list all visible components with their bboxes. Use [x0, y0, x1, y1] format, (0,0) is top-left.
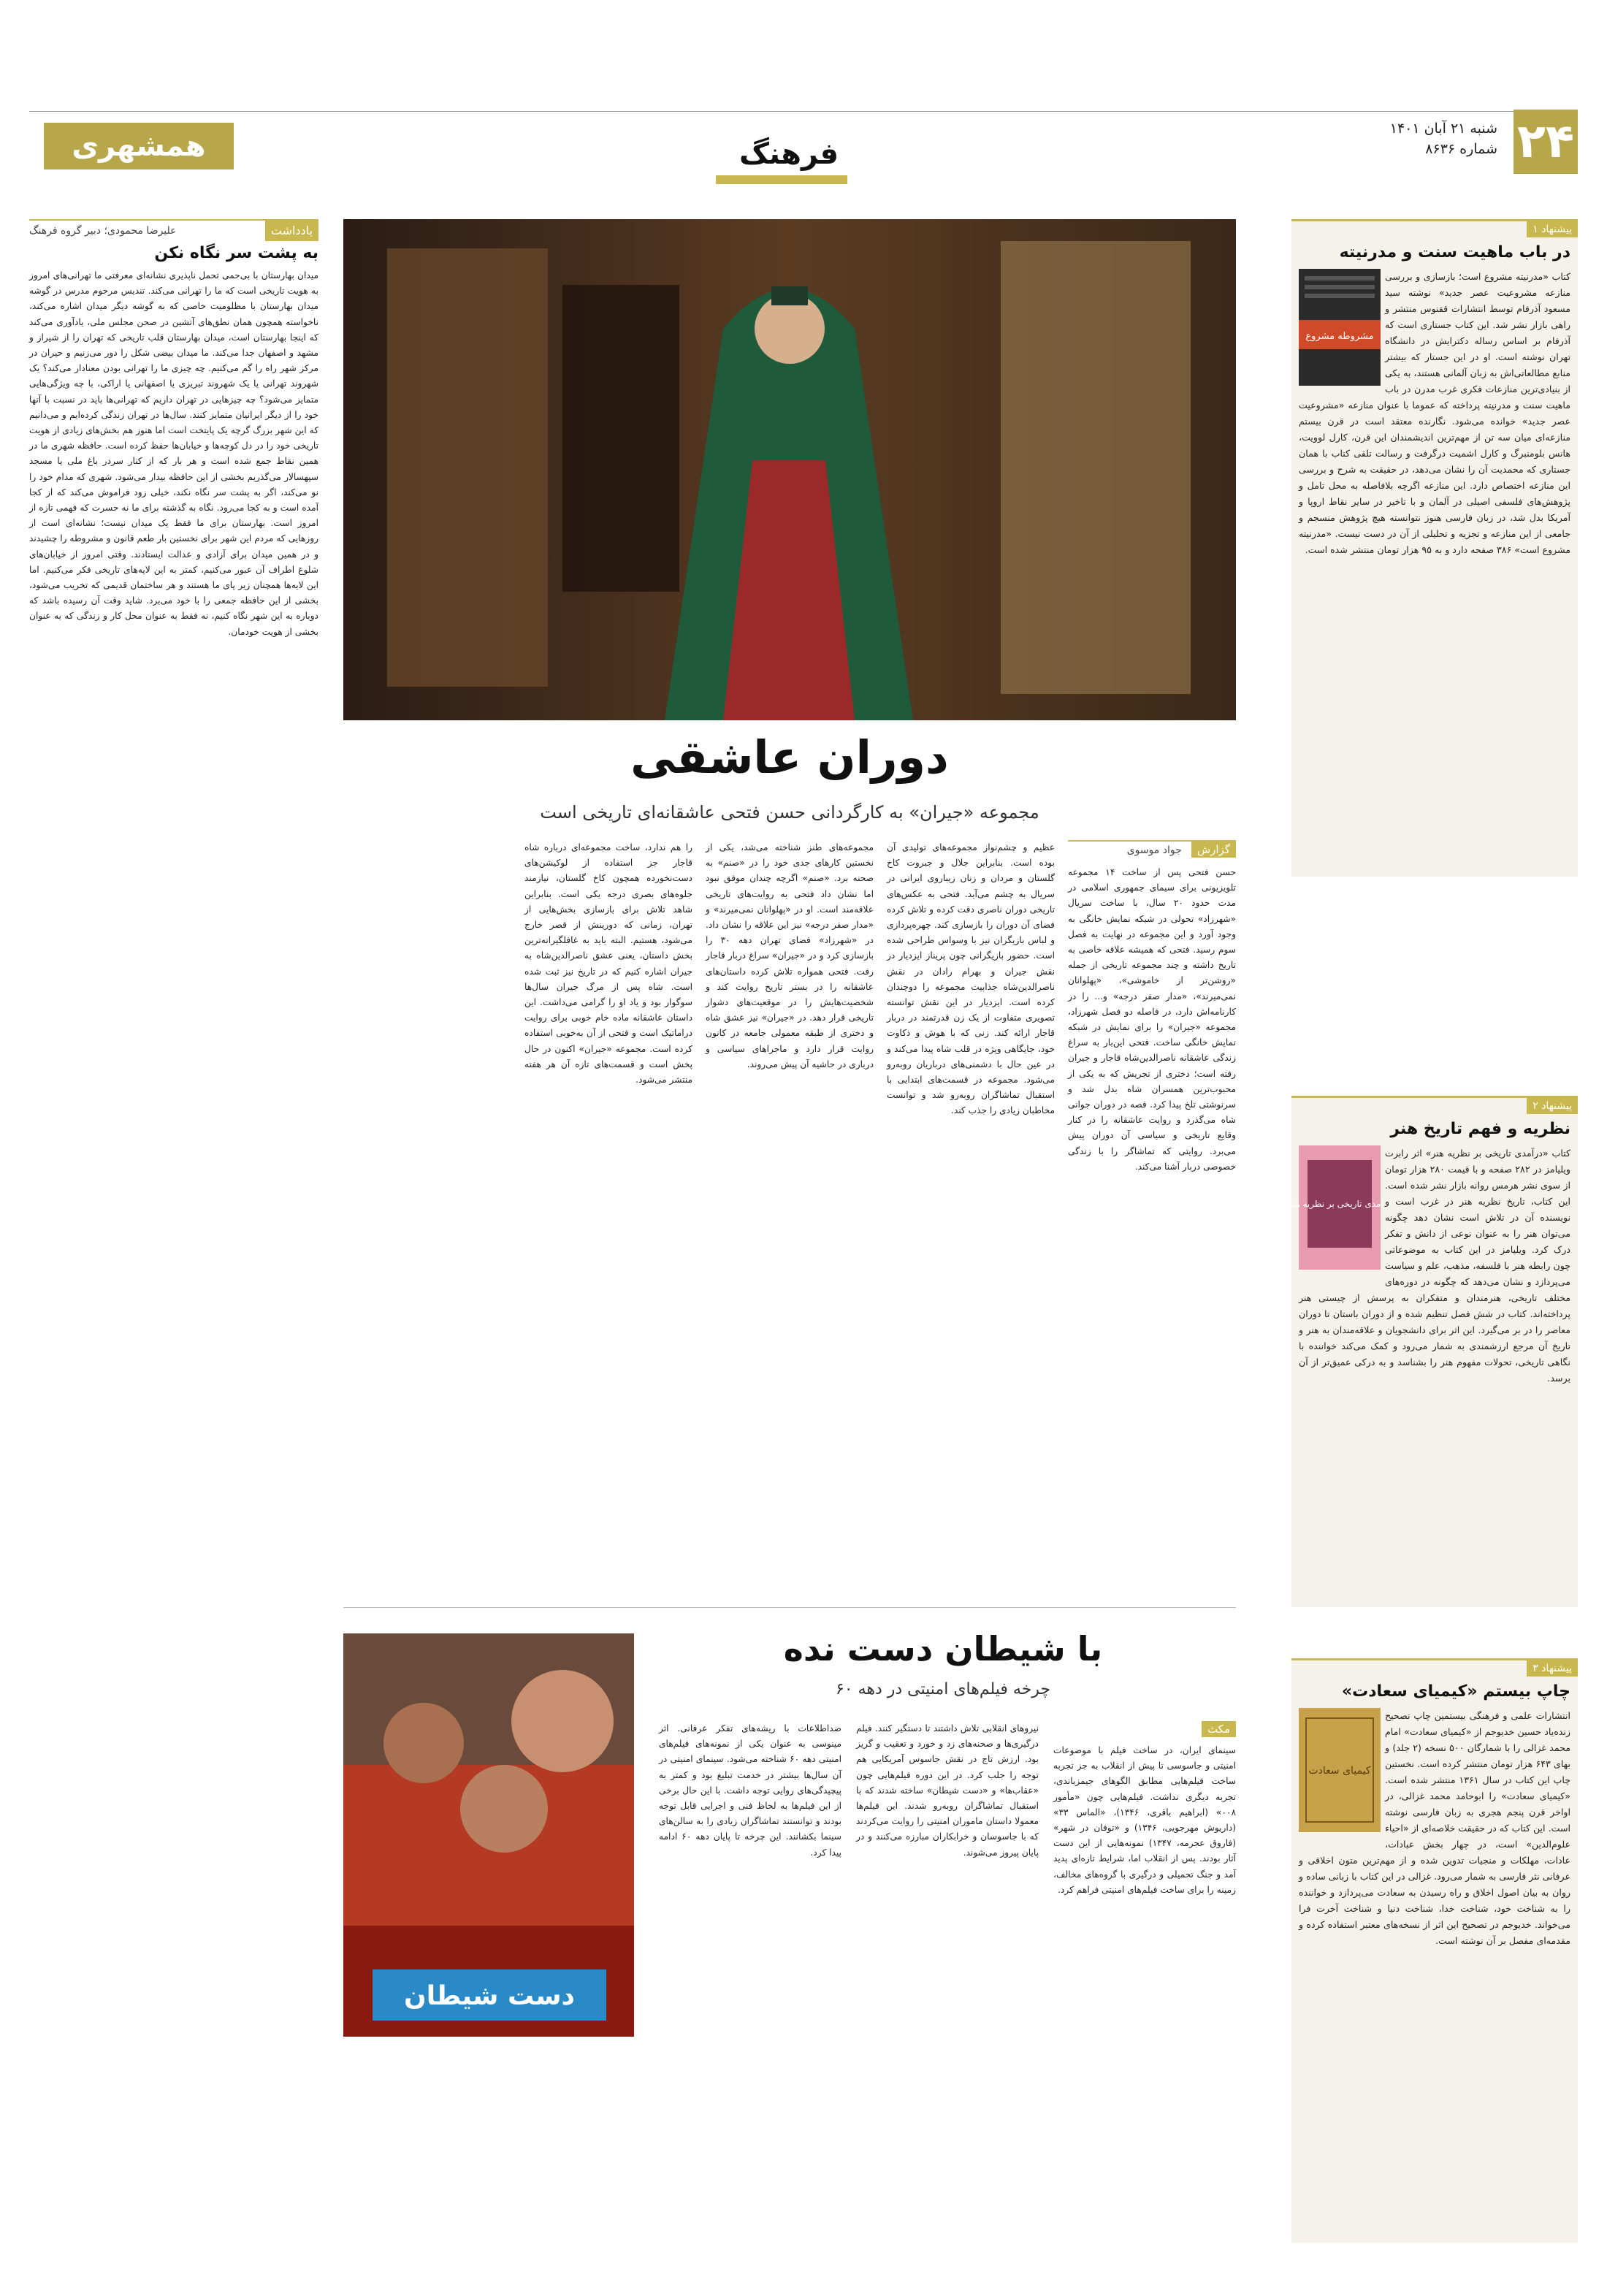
- article-column-3: [706, 840, 874, 1072]
- book-cover-2: [1288, 1145, 1392, 1273]
- article-divider: [343, 1607, 1236, 1608]
- suggestion-text: کتاب «درآمدی تاریخی بر نظریه هنر» اثر رابرت ویلیامز در ۲۸۲ صفحه و با قیمت ۲۸۰ هزار تومان از سوی نشر هرمس روانه بازار نشر شده است. این کتاب، تاریخ نظریه هنر در غرب است و نویسنده آن در تلاش است نشان دهد چگونه می‌توان هنر را به عنوان نوعی از دانش و تفکر درک کرد. ویلیامز در این کتاب به موضوعاتی چون رابطه هنر با فلسفه، مذهب، علم و سیاست می‌پردازد و نشان می‌دهد که چگونه در دوره‌های مختلف تاریخی، هنرمندان و متفکران به پرسش از چیستی هنر پرداخته‌اند. کتاب در شش فصل تنظیم شده و از دوران باستان تا دوران معاصر را در بر می‌گیرد. این اثر برای دانشجویان و علاقه‌مندان به هنر و تاریخ آن مرجع ارزشمندی به شمار می‌رود و کمک می‌کند خواننده با نگاهی تاریخی، تحولات مفهوم هنر را بشناسد و به درکی عمیق‌تر از آن برسد.: [1299, 1148, 1570, 1384]
- main-article-photo: [343, 219, 1236, 720]
- issue-number: شماره ۸۶۳۶: [1425, 141, 1497, 157]
- suggestion-tag: پیشنهاد ۳: [1527, 1660, 1578, 1677]
- section-underline: [716, 175, 847, 184]
- main-article-title: دوران عاشقی: [630, 731, 949, 784]
- suggestion-tag: پیشنهاد ۱: [1527, 221, 1578, 237]
- report-tag: گزارش: [1191, 842, 1236, 858]
- book-label-3: کیمیای سعادت: [1308, 1765, 1371, 1777]
- film-poster: [343, 1633, 634, 2037]
- article-text: نیروهای انقلابی تلاش داشتند تا دستگیر کنند. فیلم درگیری‌ها و صحنه‌های زد و خورد و تعقیب و گریز بود. ارزش تاج در نقش جاسوس آمریکایی هم توجه را جلب کرد. در این دوره فیلم‌هایی چون «عقاب‌ها» و «دست شیطان» ساخته شدند که با استقبال تماشاگران روبه‌رو شدند. این فیلم‌ها معمولا داستان ماموران امنیتی را روایت می‌کردند که با جاسوسان و خرابکاران مبارزه می‌کنند و در پایان پیروز می‌شوند.: [856, 1723, 1039, 1858]
- second-article-body: [650, 1721, 1236, 2247]
- article-text: حسن فتحی پس از ساخت ۱۴ مجموعه تلویزیونی برای سیمای جمهوری اسلامی در مدت حدود ۲۰ سال، با ساخت سریال «شهرزاد» تحولی در شبکه نمایش خانگی به وجود آورد و این مجموعه در نهایت به فصل سوم رسید. فتحی که همیشه علاقه خاصی به تاریخ داشته و چند مجموعه تاریخی از جمله «روشن‌تر از خاموشی»، «پهلوانان نمی‌میرند»، «مدار صفر درجه» و... را در کارنامه‌اش دارد، در فاصله دو فصل شهرزاد، مجموعه «جیران» را برای نمایش در شبکه نمایش خانگی ساخت. فتحی این‌بار به سراغ زندگی عاشقانه ناصرالدین‌شاه قاجار و جیران رفته است؛ دختری از تجریش که به یکی از محبوب‌ترین همسران شاه بدل شد و سرنوشتی تلخ پیدا کرد. قصه در دوران جوانی شاه می‌گذرد و روایت عاشقانه را در کنار وقایع تاریخی و سیاسی آن دوران پیش می‌برد. روایتی که تماشاگر را با زندگی خصوصی دربار آشنا می‌کند.: [1068, 867, 1236, 1172]
- newspaper-logo: همشهری: [44, 123, 234, 169]
- suggestion-box-1: [1291, 219, 1578, 877]
- note-tag: یادداشت: [265, 221, 318, 241]
- article-column-2: [887, 840, 1055, 1119]
- header-rule: [29, 111, 1578, 112]
- article-text: سینمای ایران، در ساخت فیلم با موضوعات امنیتی و جاسوسی تا پیش از انقلاب به جز تجربه ساخت فیلم‌هایی مطابق الگوهای جیمزباندی، تجربه دیگری نداشت. فیلم‌هایی چون «مأمور ۰۰۸» (ابراهیم باقری، ۱۳۴۶)، «الماس ۳۳» (داریوش مهرجویی، ۱۳۴۶) و «توفان در شهر» (فاروق عجرمه، ۱۳۴۷) نمونه‌هایی از این دست آثار بودند. پس از انقلاب اما، شرایط تازه‌ای پدید آمد و جنگ تحمیلی و درگیری با گروه‌های مخالف، زمینه را برای ساخت فیلم‌های امنیتی فراهم کرد.: [1053, 1745, 1236, 1895]
- second-article-tag: مکث: [1202, 1721, 1236, 1737]
- second-article-column-3: [659, 1721, 841, 1861]
- main-article-subtitle: مجموعه «جیران» به کارگردانی حسن فتحی عاشقانه‌ای تاریخی است: [540, 802, 1039, 823]
- second-article-column-2: [856, 1721, 1039, 1861]
- poster-title: دست شیطان: [404, 1981, 575, 2011]
- note-byline: علیرضا محمودی؛ دبیر گروه فرهنگ: [29, 225, 177, 237]
- suggestion-title: چاپ بیستم «کیمیای سعادت»: [1341, 1682, 1570, 1701]
- suggestion-title: در باب ماهیت سنت و مدرنیته: [1339, 243, 1570, 262]
- suggestion-box-2: [1288, 1096, 1578, 1607]
- report-byline: جواد موسوی: [1126, 844, 1182, 856]
- article-text: را هم ندارد، ساخت مجموعه‌ای درباره شاه قاجار جز استفاده از لوکیشن‌های دست‌نخورده همچون کاخ گلستان، نیازمند جلوه‌های بصری درجه یکی است. بنابراین شاهد تلاش برای بازسازی بخش‌هایی از تهران، زمانی که دورینش از قصر خارج می‌شود، هستیم. البته باید به غافلگیرانه‌ترین بخش داستان، یعنی عشق ناصرالدین‌شاه به جیران اشاره کنیم که در تاریخ نیز ثبت شده است. شاه پس از مرگ جیران سال‌ها سوگوار بود و یاد او را گرامی می‌داشت. این داستان عاشقانه ماده خام خوبی برای روایت دراماتیک است و فتحی از آن به‌خوبی استفاده کرده است. مجموعه «جیران» اکنون در حال پخش است و قسمت‌های تازه آن هر هفته منتشر می‌شود.: [524, 842, 692, 1086]
- book-cover-3: [1299, 1708, 1381, 1835]
- note-header: [29, 219, 318, 237]
- article-column-4: [524, 840, 692, 1088]
- suggestion-text: انتشارات علمی و فرهنگی بیستمین چاپ تصحیح زنده‌یاد حسین خدیوجم از «کیمیای سعادت» امام محمد غزالی را با شمارگان ۵۰۰ نسخه (۲ جلد) و بهای ۶۴۳ هزار تومان منتشر کرده است. نخستین چاپ این کتاب در سال ۱۳۶۱ منتشر شده است. «کیمیای سعادت» را ابوحامد محمد غزالی، در اواخر قرن پنجم هجری به زبان فارسی نوشته است. این کتاب که در حقیقت خلاصه‌ای از «احیاء علوم‌الدین» است، در چهار بخش عبادات، عادات، مهلکات و منجیات تدوین شده و از مهم‌ترین متون اخلاقی و عرفانی نثر فارسی به شمار می‌رود. غزالی در این کتاب با زبانی ساده و روان به بیان اصول اخلاق و راه رسیدن به سعادت می‌پردازد و خواننده را به شناخت خود، شناخت خدا، شناخت دنیا و شناخت آخرت فرا می‌خواند. خدیوجم در تصحیح این اثر از نسخه‌های معتبر استفاده کرده و مقدمه‌ای مفصل بر آن نوشته است.: [1299, 1710, 1570, 1946]
- suggestion-box-3: [1291, 1658, 1578, 2243]
- suggestion-title: نظریه و فهم تاریخ هنر: [1390, 1120, 1570, 1138]
- section-title: فرهنگ: [738, 137, 839, 171]
- second-article-subtitle: چرخه فیلم‌های امنیتی در دهه ۶۰: [835, 1680, 1051, 1698]
- book-label-1: مشروطه مشروع: [1305, 331, 1374, 342]
- book-cover-1: [1299, 269, 1381, 389]
- page-number: ۲۴: [1514, 110, 1578, 174]
- second-article-column-1: [1053, 1721, 1236, 1898]
- note-title: به پشت سر نگاه نکن: [154, 244, 318, 262]
- suggestion-tag: پیشنهاد ۲: [1527, 1098, 1578, 1114]
- second-article-title: با شیطان دست نده: [783, 1629, 1103, 1668]
- suggestions-column: [1288, 219, 1578, 2243]
- issue-info: [1390, 118, 1497, 159]
- article-text: عظیم و چشم‌نواز مجموعه‌های تولیدی آن بوده است. بنابراین جلال و جبروت کاخ گلستان و مردان و زنان زیباروی ایرانی در سریال به چشم می‌آید. فتحی به عکس‌های تاریخی دوران ناصری دقت کرده و تلاش کرده فضای آن دوران را بازسازی کند. چهره‌پردازی و لباس بازیگران نیز با وسواس طراحی شده است. حضور بازیگرانی چون پریناز ایزدیار در نقش جیران و بهرام رادان در نقش ناصرالدین‌شاه جذابیت مجموعه را دوچندان کرده است. ایزدیار در این نقش توانسته تصویری متفاوت از یک زن قدرتمند در دربار قاجار ارائه کند. زنی که با هوش و ذکاوت خود، جایگاهی ویژه در قلب شاه پیدا می‌کند و در عین حال با دشمنی‌های درباریان روبه‌رو می‌شود. مجموعه در قسمت‌های ابتدایی با استقبال تماشاگران روبه‌رو شد و توانست مخاطبان زیادی را جذب کند.: [887, 842, 1055, 1116]
- article-column-1: [1068, 840, 1236, 1175]
- book-label-2: درآمدی تاریخی بر نظریه هنر: [1288, 1199, 1392, 1209]
- article-text: ضداطلاعات با ریشه‌های تفکر عرفانی. اثر مینوسی به عنوان یکی از نمونه‌های فیلم‌های امنیتی دهه ۶۰ شناخته می‌شود. سینمای امنیتی در آن سال‌ها بیشتر در خدمت تبلیغ بود و کمتر به پیچیدگی‌های روایی توجه داشت. با این حال برخی از این فیلم‌ها به لحاظ فنی و اجرایی قابل توجه بودند و توانستند تماشاگران زیادی را به سالن‌های سینما بکشانند. این چرخه تا پایان دهه ۶۰ ادامه پیدا کرد.: [659, 1723, 842, 1858]
- note-column: [29, 219, 318, 640]
- note-body: میدان بهارستان با بی‌حمی تحمل ناپذیری نشانه‌ای معرفتی ما تهرانی‌های امروز به هویت تاریخی است که ما را تهرانی می‌کند. تندیس مرحوم مدرس در گوشه میدان بهارستان با مظلومیت خاصی که به گوشه دیگر میدان اشاره می‌کند، ناخواسته همچون همان نطق‌های آتشین در صحن مجلس ملی، یادآوری می‌کند که اینجا بهارستان است، میدان بهارستان قلب تاریخی که تهران را از شیراز و مشهد و اصفهان جدا می‌کند. ما میدان بیضی شکل را دور می‌زنیم و حیران در مرکز شهر راه را گم می‌کنیم. چه چیزی ما را تهرانی بودن معنادار می‌کند؟ یک شهروند تهرانی یا یک شهروند تبریزی یا اصفهانی یا اراکی، با چه ویژگی‌هایی متمایز می‌شود؟ چه چیزهایی در تهران داریم که تهرانی‌ها باید در نسبت با آنها خود را از دیگر ایرانیان متمایز کنند. سال‌ها در تهران زندگی کرده‌ایم و می‌دانیم که این شهر بزرگ گرچه یک پایتخت است اما هنوز هم بخش‌های زیادی از هویت تاریخی خود را در دل کوچه‌ها و خیابان‌ها حفظ کرده است. حافظه شهری ما در همین نقاط جمع شده است و هر بار که از کنار سردر باغ ملی یا مسجد سپهسالار می‌گذریم بخشی از این حافظه بیدار می‌شود. شهری که مدام خود را نو می‌کند، اگر به پشت سر نگاه نکند، خیلی زود فراموش می‌کند که از کجا آمده است و به کجا می‌رود. نگاه به گذشته برای ما نه حسرت که فهمی تازه از امروز است. بهارستان برای ما فقط یک میدان نیست؛ نشانه‌ای است از روزهایی که مردم این شهر برای نخستین بار طعم قانون و مشروطه را چشیدند و در همین میدان برای آزادی و عدالت ایستادند. وقتی امروز از خیابان‌های شلوغ اطراف آن عبور می‌کنیم، کمتر به این لایه‌های تاریخی فکر می‌کنیم. اما این لایه‌ها همچنان زیر پای ما هستند و هر ساختمان قدیمی که تخریب می‌شود، بخشی از این حافظه جمعی را با خود می‌برد. شاید وقت آن رسیده باشد که دوباره به این شهر نگاه کنیم، نه فقط به عنوان محل کار و زندگی که به عنوان بخشی از هویت خودمان.: [29, 270, 318, 637]
- issue-date: شنبه ۲۱ آبان ۱۴۰۱: [1389, 121, 1497, 137]
- main-article-body: [343, 840, 1236, 1512]
- suggestion-text: کتاب «مدرنیته مشروع است؛ بازسازی و بررسی منازعه مشروعیت عصر جدید» نوشته سید مسعود آذرفام توسط انتشارات ققنوس منتشر و راهی بازار نشر شد. این کتاب جستاری است که آذرفام بر اساس رساله دکترایش در دانشگاه تهران نوشته است. او در این جستار که بیشتر منابع مطالعاتی‌اش به زبان آلمانی هستند، به یکی از بنیادی‌ترین منازعات فکری غرب مدرن در باب ماهیت سنت و مدرنیته پرداخته که عموما با عنوان منازعه «مشروعیت عصر جدید» خوانده می‌شود. نگارنده معتقد است در قرن بیستم منازعه‌ای میان سه تن از مهم‌ترین اندیشمندان این قرن، کارل لوویت، هانس بلومنبرگ و کارل اشمیت درگرفت و رسالت تلقی کتاب با همان جستاری که محمدیت آن را نشان می‌دهد، در حقیقت به شرح و بررسی این منازعه اختصاص دارد. این منازعه اگرچه بلافاصله به محل تامل و پژوهش‌های فلسفی اصیلی در آلمان و با تاخیر در سایر نقاط اروپا و آمریکا بدل شد، در زبان فارسی هنوز نتوانسته هیچ پژوهش منسجم و جامعی از این منازعه و تجزیه و تحلیلی از آن در دست نیست. «مدرنیته مشروع است» ۳۸۶ صفحه دارد و به ۹۵ هزار تومان منتشر شده است.: [1299, 271, 1570, 555]
- article-text: مجموعه‌های طنز شناخته می‌شد، یکی از نخستین کارهای جدی خود را در «صنم» به صحنه برد. «صنم» اگرچه چندان موفق نبود اما نشان داد فتحی به روایت‌های تاریخی علاقه‌مند است. او در «پهلوانان نمی‌میرند» و «مدار صفر درجه» نیز این علاقه را نشان داد. در «شهرزاد» فضای تهران دهه ۳۰ را بازسازی کرد و در «جیران» سراغ دربار قاجار رفت. فتحی همواره تلاش کرده داستان‌های عاشقانه را در بستر تاریخ روایت کند و شخصیت‌هایش را در موقعیت‌های دشوار تاریخی قرار دهد. در «جیران» نیز عشق شاه و دختری از طبقه معمولی جامعه در کانون روایت قرار دارد و ماجراهای سیاسی و درباری در حاشیه آن پیش می‌روند.: [706, 842, 874, 1069]
- report-header: [1068, 840, 1236, 858]
